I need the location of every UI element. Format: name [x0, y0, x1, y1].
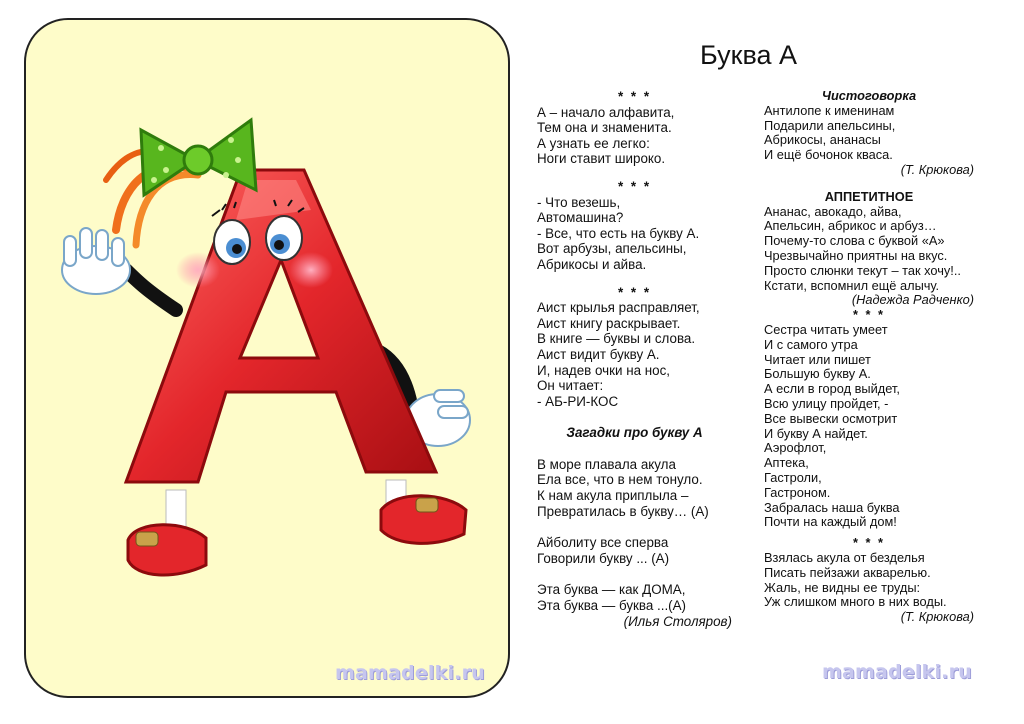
poem-line: Почти на каждый дом! — [764, 514, 897, 530]
poem-line: Он читает: — [537, 378, 604, 394]
poem-line: Сестра читать умеет — [764, 321, 888, 337]
riddle-line: Эта буква — как ДОМА, — [537, 582, 686, 598]
riddle-line: В море плавала акула — [537, 456, 676, 472]
watermark-right: mamadelki.ru — [822, 661, 972, 683]
poem-line: Жаль, не видны ее труды: — [764, 579, 921, 595]
poem-line: Большую букву А. — [764, 366, 871, 382]
left-text-column — [537, 89, 732, 629]
author-credit: (Илья Столяров) — [623, 613, 732, 629]
letter-a-character-illustration — [26, 20, 510, 698]
poem-line: В книге — буквы и слова. — [537, 331, 696, 347]
poem-line: Уж слишком много в них воды. — [764, 594, 947, 610]
riddle-line: Айболиту все сперва — [537, 535, 669, 551]
poem-line: Апельсин, абрикос и арбуз… — [764, 218, 937, 234]
riddle-line: Ела все, что в нем тонуло. — [537, 472, 703, 488]
poem-line: Аист видит букву А. — [537, 346, 660, 362]
poem-line: Вот арбузы, апельсины, — [537, 241, 687, 257]
poem-line: Читает или пишет — [764, 351, 871, 367]
poem-line: А – начало алфавита, — [537, 104, 675, 120]
poem-line: Писать пейзажи акварелью. — [764, 564, 931, 580]
illustration-card — [24, 18, 510, 698]
appetizing-heading: АППЕТИТНОЕ — [824, 188, 914, 204]
poem-line: Ноги ставит широко. — [537, 151, 666, 167]
riddle-line: К нам акула приплыла – — [537, 488, 689, 504]
poem-line: Аист книгу раскрывает. — [537, 315, 681, 331]
poem-line: Аэрофлот, — [764, 440, 827, 456]
poem-line: А если в город выйдет, — [764, 381, 900, 397]
riddle-line: Говорили букву ... (А) — [537, 550, 670, 566]
stars-divider: * * * — [617, 178, 652, 194]
poem-line: - Все, что есть на букву А. — [537, 225, 700, 241]
right-text-column — [764, 89, 974, 625]
stars-divider: * * * — [852, 535, 886, 551]
stars-divider: * * * — [617, 89, 652, 104]
poem-line: Подарили апельсины, — [764, 117, 896, 133]
riddles-heading: Загадки про букву А — [566, 425, 703, 441]
poem-line: Всю улицу пройдет, - — [764, 395, 889, 411]
poem-line: И ещё бочонок кваса. — [764, 147, 893, 163]
poem-line: Тем она и знаменита. — [537, 120, 672, 136]
poem-line: - Что везешь, — [537, 194, 621, 210]
poem-line: Аист крылья расправляет, — [537, 300, 700, 316]
left-glove — [62, 228, 130, 294]
author-credit: (Надежда Радченко) — [851, 292, 974, 308]
author-credit: (Т. Крюкова) — [900, 161, 974, 177]
poem-line: - АБ-РИ-КОС — [537, 393, 619, 409]
watermark-left: mamadelki.ru — [335, 662, 485, 684]
stars-divider: * * * — [617, 284, 652, 300]
poem-line: А узнать ее легко: — [537, 135, 650, 151]
poem-line: Абрикосы, ананасы — [764, 132, 881, 148]
left-shoe — [128, 525, 206, 575]
tongue-twister-heading: Чистоговорка — [821, 88, 917, 103]
poem-line: Аптека, — [764, 455, 809, 471]
poem-line: И с самого утра — [764, 336, 858, 352]
poem-line: Ананас, авокадо, айва, — [764, 203, 902, 219]
poem-line: Забралась наша буква — [764, 499, 900, 515]
author-credit: (Т. Крюкова) — [900, 609, 974, 625]
poem-line: Просто слюнки текут – так хочу!.. — [764, 262, 961, 278]
poem-line: Взялась акула от безделья — [764, 549, 925, 565]
poem-line: Почему-то слова с буквой «А» — [764, 233, 945, 249]
poem-line: Чрезвычайно приятны на вкус. — [764, 247, 948, 263]
riddle-line: Превратилась в букву… (А) — [537, 503, 709, 519]
poem-line: Абрикосы и айва. — [537, 256, 647, 272]
poem-line: Антилопе к именинам — [764, 102, 895, 118]
right-shoe — [381, 496, 466, 544]
page-title: Буква А — [700, 40, 798, 70]
stars-divider: * * * — [852, 307, 886, 323]
poem-line: И, надев очки на нос, — [537, 362, 671, 378]
poem-line: Гастроли, — [764, 469, 822, 485]
poem-line: Автомашина? — [537, 210, 624, 226]
poem-line: Все вывески осмотрит — [764, 410, 898, 426]
poem-line: Гастроном. — [764, 484, 831, 500]
poem-line: И букву А найдет. — [764, 425, 868, 441]
riddle-line: Эта буква — буква ...(А) — [537, 598, 687, 614]
poem-line: Кстати, вспомнил ещё алычу. — [764, 277, 940, 293]
